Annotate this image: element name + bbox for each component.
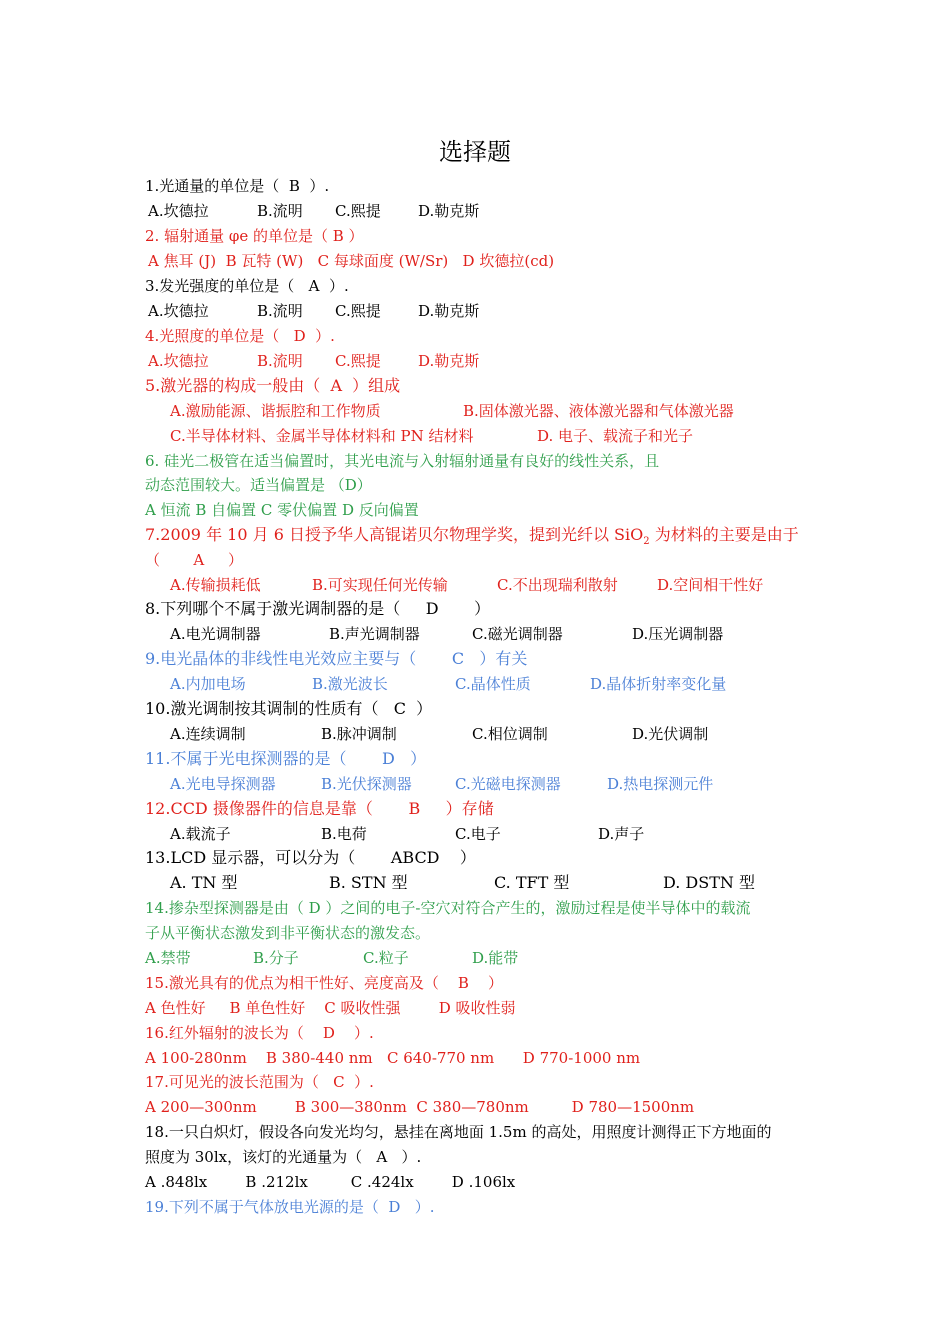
- question-7-stem-pre: 7.2009 年 10 月 6 日授予华人高锟诺贝尔物理学奖，提到光纤以 SiO: [145, 525, 644, 544]
- question-14-option-c: C.粒子: [363, 949, 409, 967]
- question-6-stem-line-2: 动态范围较大。适当偏置是 （D）: [145, 476, 372, 494]
- question-4-option-d: D.勒克斯: [418, 352, 480, 370]
- question-10-option-c: C.相位调制: [472, 725, 548, 743]
- question-8-stem: 8.下列哪个不属于激光调制器的是（ D ）: [145, 599, 491, 618]
- question-16-options: A 100-280nm B 380-440 nm C 640-770 nm D 770-1000 nm: [145, 1049, 641, 1067]
- question-3-option-a: A.坎德拉: [148, 302, 209, 320]
- question-10-option-d: D.光伏调制: [632, 725, 709, 743]
- question-7-stem-subscript: 2: [643, 536, 650, 548]
- question-12-option-d: D.声子: [598, 825, 645, 843]
- question-3-option-d: D.勒克斯: [418, 302, 480, 320]
- question-1-option-a: A.坎德拉: [148, 202, 209, 220]
- question-2-options: A 焦耳 (J) B 瓦特 (W) C 每球面度 (W/Sr) D 坎德拉(cd): [148, 252, 555, 270]
- question-14-option-d: D.能带: [472, 949, 519, 967]
- question-5-option-a: A.激励能源、谐振腔和工作物质: [170, 402, 381, 420]
- question-8-option-a: A.电光调制器: [170, 625, 261, 643]
- question-7-option-b: B.可实现任何光传输: [312, 576, 448, 594]
- question-8-option-b: B.声光调制器: [329, 625, 420, 643]
- question-1-stem: 1.光通量的单位是（ B ）.: [145, 177, 330, 195]
- question-17-options: A 200—300nm B 300—380nm C 380—780nm D 780—1500nm: [145, 1098, 695, 1116]
- question-10-option-b: B.脉冲调制: [321, 725, 397, 743]
- question-7-stem: [145, 524, 799, 546]
- question-8-option-c: C.磁光调制器: [472, 625, 563, 643]
- question-9-option-a: A.内加电场: [170, 675, 246, 693]
- question-13-option-b: B. STN 型: [329, 873, 408, 892]
- question-3-option-c: C.熙提: [335, 302, 381, 320]
- question-9-option-b: B.激光波长: [312, 675, 388, 693]
- question-7-answer-line: （ A ）: [145, 551, 244, 569]
- question-5-option-b: B.固体激光器、液体激光器和气体激光器: [463, 402, 734, 420]
- question-4-option-b: B.流明: [257, 352, 303, 370]
- question-5-option-c: C.半导体材料、金属半导体材料和 PN 结材料: [170, 427, 474, 445]
- question-11-option-d: D.热电探测元件: [607, 775, 714, 793]
- question-14-stem-line-1: 14.掺杂型探测器是由（ D ）之间的电子-空穴对符合产生的，激励过程是使半导体中的载流: [145, 899, 751, 917]
- question-14-option-b: B.分子: [253, 949, 299, 967]
- question-11-option-b: B.光伏探测器: [321, 775, 412, 793]
- question-3-stem: 3.发光强度的单位是（ A ）.: [145, 277, 349, 295]
- question-14-stem-line-2: 子从平衡状态激发到非平衡状态的激发态。: [145, 924, 431, 942]
- question-7-option-c: C.不出现瑞利散射: [497, 576, 618, 594]
- question-3-option-b: B.流明: [257, 302, 303, 320]
- question-2-stem: 2. 辐射通量 φe 的单位是（ B ）: [145, 227, 364, 245]
- question-16-stem: 16.红外辐射的波长为（ D ）.: [145, 1024, 374, 1042]
- question-12-option-b: B.电荷: [321, 825, 367, 843]
- question-4-stem: 4.光照度的单位是（ D ）.: [145, 327, 335, 345]
- question-9-stem: 9.电光晶体的非线性电光效应主要与（ C ）有关: [145, 649, 528, 668]
- question-4-option-a: A.坎德拉: [148, 352, 209, 370]
- question-11-option-a: A.光电导探测器: [170, 775, 276, 793]
- question-18-stem-line-2: 照度为 30lx，该灯的光通量为（ A ）.: [145, 1148, 422, 1166]
- question-5-option-d: D. 电子、载流子和光子: [537, 427, 694, 445]
- question-1-option-b: B.流明: [257, 202, 303, 220]
- question-13-option-d: D. DSTN 型: [663, 873, 755, 892]
- question-1-option-d: D.勒克斯: [418, 202, 480, 220]
- question-7-stem-post: 为材料的主要是由于: [649, 525, 799, 544]
- question-7-option-d: D.空间相干性好: [657, 576, 764, 594]
- question-13-option-c: C. TFT 型: [494, 873, 570, 892]
- question-1-option-c: C.熙提: [335, 202, 381, 220]
- page-title: 选择题: [439, 138, 511, 166]
- question-11-option-c: C.光磁电探测器: [455, 775, 561, 793]
- question-7-option-a: A.传输损耗低: [170, 576, 261, 594]
- question-15-options: A 色性好 B 单色性好 C 吸收性强 D 吸收性弱: [145, 999, 516, 1017]
- question-19-stem: 19.下列不属于气体放电光源的是（ D ）.: [145, 1198, 435, 1216]
- question-6-stem-line-1: 6. 硅光二极管在适当偏置时，其光电流与入射辐射通量有良好的线性关系，且: [145, 452, 660, 470]
- question-9-option-d: D.晶体折射率变化量: [590, 675, 727, 693]
- question-9-option-c: C.晶体性质: [455, 675, 531, 693]
- question-15-stem: 15.激光具有的优点为相干性好、亮度高及（ B ）: [145, 974, 504, 992]
- question-13-option-a: A. TN 型: [170, 873, 238, 892]
- question-18-stem-line-1: 18.一只白炽灯，假设各向发光均匀，悬挂在离地面 1.5m 的高处，用照度计测得正下方地面的: [145, 1123, 772, 1141]
- question-17-stem: 17.可见光的波长范围为（ C ）.: [145, 1073, 374, 1091]
- question-12-option-a: A.载流子: [170, 825, 231, 843]
- question-8-option-d: D.压光调制器: [632, 625, 724, 643]
- question-12-stem: 12.CCD 摄像器件的信息是靠（ B ）存储: [145, 799, 494, 818]
- question-14-option-a: A.禁带: [145, 949, 191, 967]
- question-4-option-c: C.熙提: [335, 352, 381, 370]
- question-6-options: A 恒流 B 自偏置 C 零伏偏置 D 反向偏置: [145, 501, 419, 519]
- question-18-options: A .848lx B .212lx C .424lx D .106lx: [145, 1173, 516, 1191]
- question-5-stem: 5.激光器的构成一般由（ A ）组成: [145, 376, 401, 395]
- question-10-stem: 10.激光调制按其调制的性质有（ C ）: [145, 699, 433, 718]
- question-10-option-a: A.连续调制: [170, 725, 246, 743]
- question-11-stem: 11.不属于光电探测器的是（ D ）: [145, 749, 427, 768]
- question-13-stem: 13.LCD 显示器，可以分为（ ABCD ）: [145, 848, 476, 867]
- question-12-option-c: C.电子: [455, 825, 501, 843]
